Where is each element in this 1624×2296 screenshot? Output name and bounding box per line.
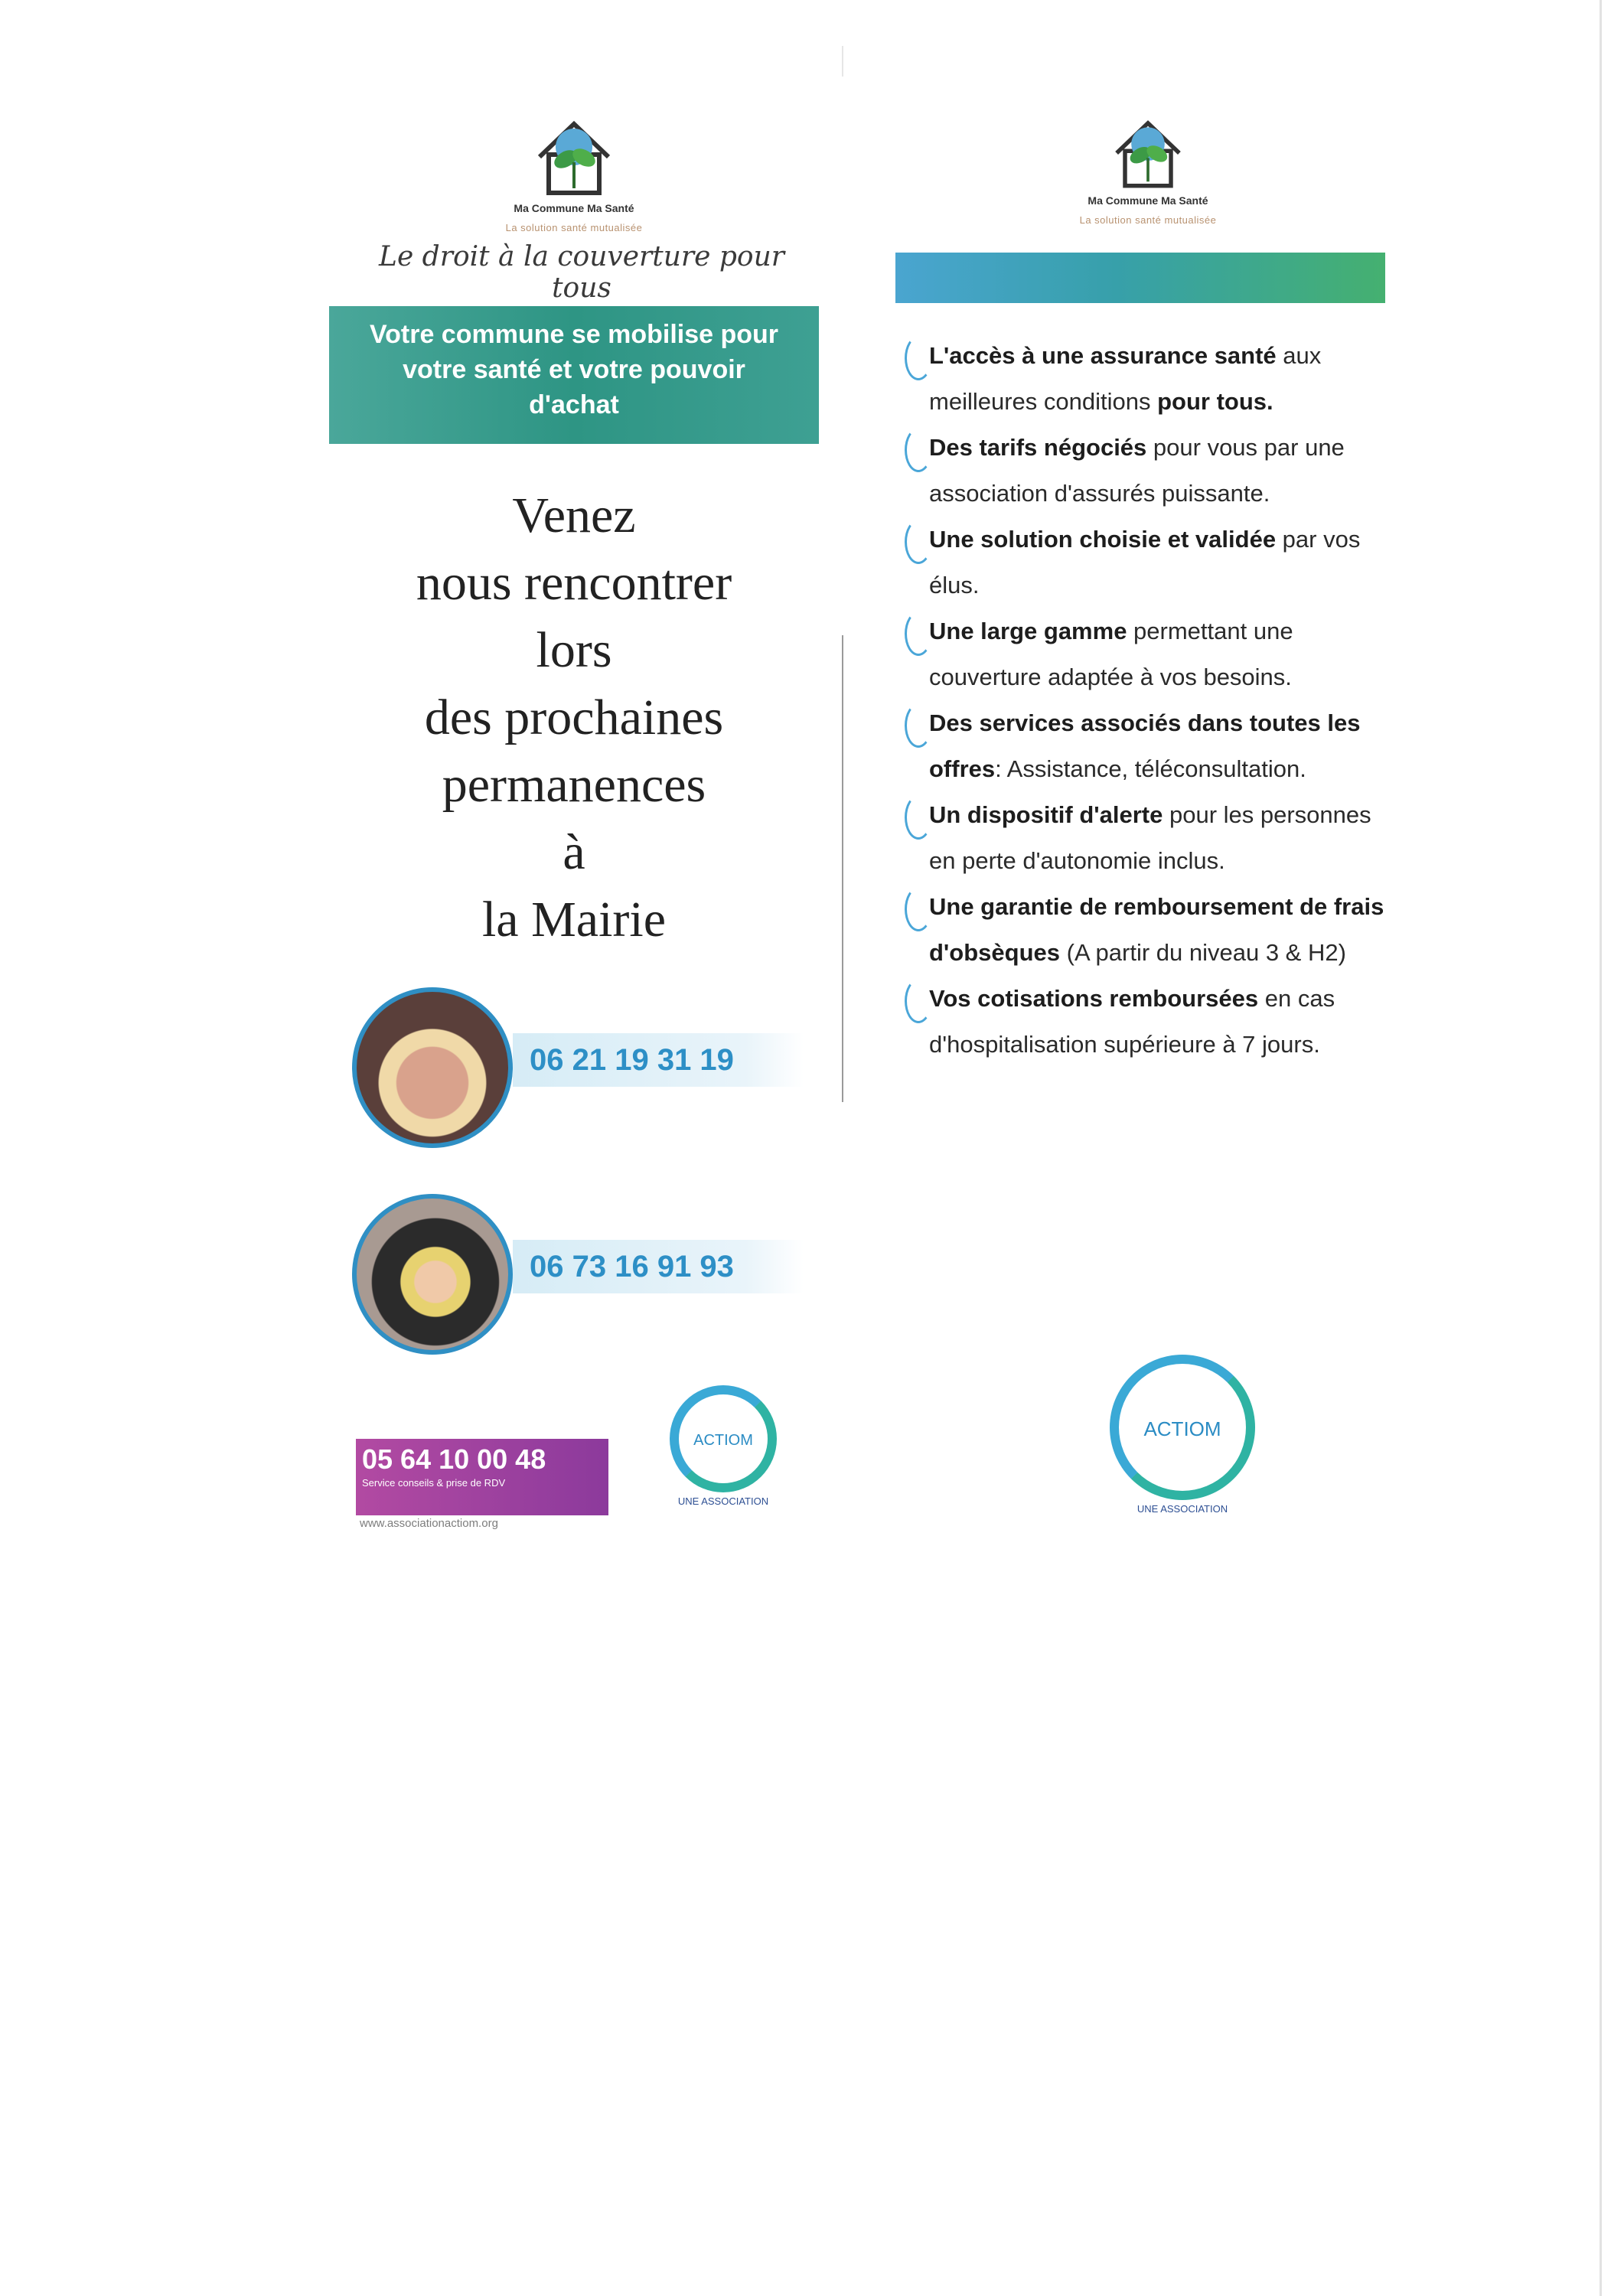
- actiom-ring-icon: [1110, 1355, 1255, 1500]
- banner-line: Votre commune se mobilise pour: [369, 320, 779, 349]
- mobilisation-banner: [329, 306, 819, 444]
- check-icon: [905, 520, 932, 564]
- house-leaf-icon: [1110, 115, 1186, 191]
- ma-commune-logo: [497, 115, 651, 233]
- left-panel: [329, 99, 834, 1554]
- actiom-ring-icon: [670, 1385, 777, 1492]
- headline-line: lors: [536, 622, 612, 678]
- headline-line: nous rencontrer: [416, 555, 732, 611]
- invitation-headline: [329, 482, 819, 954]
- feature-item: Une large gamme permettant une couverture adaptée à vos besoins.: [911, 608, 1385, 700]
- feature-item: Des tarifs négociés pour vous par une association d'assurés puissante.: [911, 425, 1385, 517]
- feature-item: Vos cotisations remboursées en cas d'hospitalisation supérieure à 7 jours.: [911, 976, 1385, 1068]
- feature-item: Une solution choisie et validée par vos élus.: [911, 517, 1385, 608]
- contact-card: [352, 1194, 811, 1370]
- check-icon: [905, 428, 932, 472]
- actiom-name: ACTIOM: [1143, 1417, 1221, 1440]
- ma-commune-logo: [1071, 115, 1225, 226]
- advisor-phone[interactable]: 06 21 19 31 19: [513, 1033, 804, 1087]
- logo-tagline: La solution santé mutualisée: [1079, 214, 1217, 226]
- banner-line: d'achat: [529, 390, 619, 419]
- headline-line: à: [563, 824, 585, 880]
- check-icon: [905, 795, 932, 840]
- headline-line: Venez: [512, 488, 636, 543]
- right-panel: [895, 99, 1393, 1554]
- actiom-assoc: UNE ASSOCIATION: [1136, 1503, 1228, 1515]
- actiom-assoc: UNE ASSOCIATION: [677, 1495, 769, 1507]
- service-caption: Service conseils & prise de RDV: [362, 1477, 506, 1489]
- service-phone-block: [356, 1439, 608, 1515]
- check-icon: [905, 703, 932, 748]
- check-icon: [905, 336, 932, 380]
- fold-line-top: [842, 46, 843, 77]
- feature-item: Une garantie de remboursement de frais d'obsèques (A partir du niveau 3 & H2): [911, 884, 1385, 976]
- headline-line: permanences: [442, 757, 706, 813]
- check-icon: [905, 979, 932, 1023]
- feature-list: [911, 333, 1385, 1068]
- page-edge-line: [1600, 0, 1602, 2296]
- feature-item: Un dispositif d'alerte pour les personnes en perte d'autonomie inclus.: [911, 792, 1385, 884]
- logo-tagline: La solution santé mutualisée: [505, 222, 643, 233]
- fold-line: [842, 635, 843, 1102]
- slogan: Le droit à la couverture pour tous: [379, 241, 784, 304]
- house-leaf-icon: [532, 115, 616, 199]
- service-phone[interactable]: 05 64 10 00 48: [362, 1443, 546, 1475]
- advisor-phone[interactable]: 06 73 16 91 93: [513, 1240, 804, 1293]
- actiom-name: ACTIOM: [693, 1431, 753, 1449]
- headline-line: la Mairie: [481, 892, 667, 947]
- banner-line: votre santé et votre pouvoir: [403, 355, 745, 384]
- gradient-strip: [895, 253, 1385, 303]
- logo-brand: Ma Commune Ma Santé: [514, 202, 634, 214]
- logo-brand: Ma Commune Ma Santé: [1088, 194, 1208, 207]
- contact-card: [352, 987, 811, 1163]
- headline-line: des prochaines: [424, 690, 724, 745]
- advisor-photo: [352, 987, 513, 1148]
- check-icon: [905, 612, 932, 656]
- actiom-logo: [1102, 1355, 1263, 1515]
- check-icon: [905, 887, 932, 931]
- actiom-logo: [666, 1385, 781, 1507]
- website-link[interactable]: www.associationactiom.org: [360, 1517, 498, 1530]
- feature-item: L'accès à une assurance santé aux meilleures conditions pour tous.: [911, 333, 1385, 425]
- feature-item: Des services associés dans toutes les offres: Assistance, téléconsultation.: [911, 700, 1385, 792]
- advisor-photo: [352, 1194, 513, 1355]
